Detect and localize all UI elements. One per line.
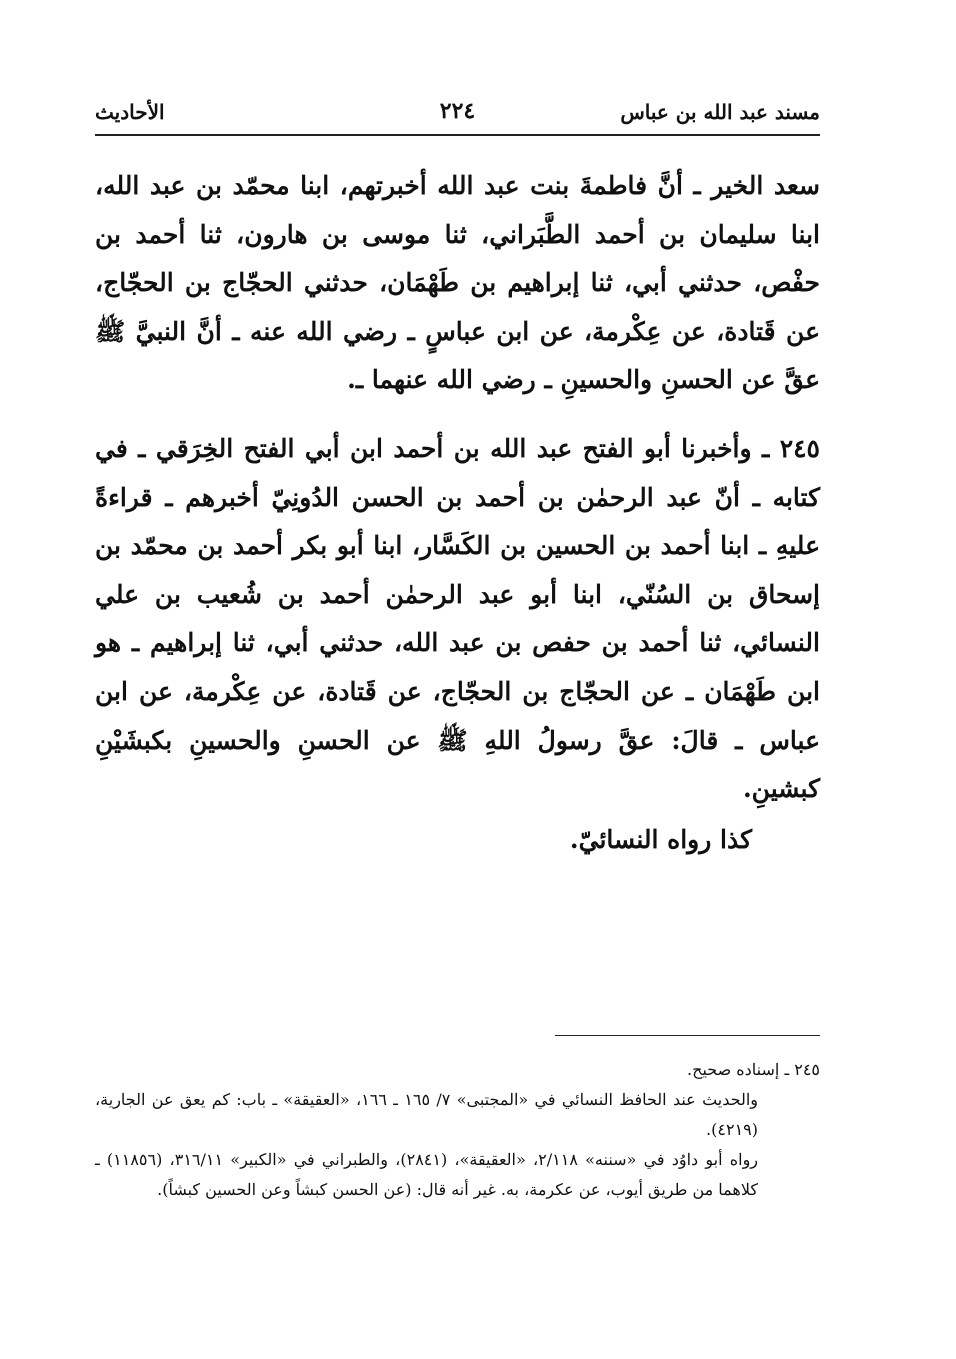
footnote-line: رواه أبو داوُد في «سننه» ٢/١١٨، «العقيقة»، (٢٨٤١)، والطبراني في «الكبير» ٣١٦/١١، (١١٨٥٦) ـ كلاهما من طريق أيوب، عن عكرمة، به. غير أنه قال: (عن الحسن كبشاً وعن الحسين كبشاً). bbox=[95, 1150, 759, 1199]
header-divider bbox=[95, 134, 820, 136]
hadith-paragraph bbox=[95, 425, 820, 814]
book-title: مسند عبد الله بن عباس bbox=[620, 100, 820, 124]
footnote-line: ٢٤٥ ـ إسناده صحيح. bbox=[687, 1060, 820, 1079]
footnotes bbox=[95, 1055, 820, 1205]
main-text bbox=[95, 162, 820, 864]
footnote-divider bbox=[555, 1035, 820, 1036]
paragraph-continuation: سعد الخير ـ أنَّ فاطمةَ بنت عبد الله أخبرتهم، ابنا محمّد بن عبد الله، ابنا سليمان بن أحمد الطَّبَراني، ثنا موسى بن هارون، ثنا أحمد بن حفْص، حدثني أبي، ثنا إبراهيم بن طَهْمَان، حدثني الحجّاج بن الحجّاج، عن قَتادة، عن عِكْرمة، عن ابن عباسٍ ـ رضي الله عنه ـ أنَّ النبيَّ ﷺ عقَّ عن الحسنِ والحسينِ ـ رضي الله عنهما ـ. bbox=[95, 171, 820, 395]
footnote-line: والحديث عند الحافظ النسائي في «المجتبى» ٧/ ١٦٥ ـ ١٦٦، «العقيقة» ـ باب: كم يعق عن الجارية، (٤٢١٩). bbox=[95, 1090, 759, 1139]
narration-note: كذا رواه النسائيّ. bbox=[569, 824, 752, 854]
page-number: ٢٢٤ bbox=[439, 98, 476, 124]
hadith-number: ٢٤٥ bbox=[779, 433, 820, 463]
section-title: الأحاديث bbox=[95, 100, 165, 124]
hadith-text: ـ وأخبرنا أبو الفتح عبد الله بن أحمد ابن أبي الفتح الخِرَقي ـ في كتابه ـ أنّ عبد الرحمٰن بن أحمد بن الحسن الدُونِيّ أخبرهم ـ قراءةً عليهِ ـ ابنا أحمد بن الحسين بن الكَسَّار، ابنا أبو بكر أحمد بن محمّد بن إسحاق بن السُنّي، ابنا أبو عبد الرحمٰن أحمد بن شُعيب بن علي النسائي، ثنا أحمد بن حفص بن عبد الله، حدثني أبي، ثنا إبراهيم ـ هو ابن طَهْمَان ـ عن الحجّاج بن الحجّاج، عن قَتادة، عن عِكْرمة، عن ابن عباس ـ قالَ: عقَّ رسولُ اللهِ ﷺ عن الحسنِ والحسينِ بكبشَيْنِ كبشينِ. bbox=[95, 433, 820, 804]
